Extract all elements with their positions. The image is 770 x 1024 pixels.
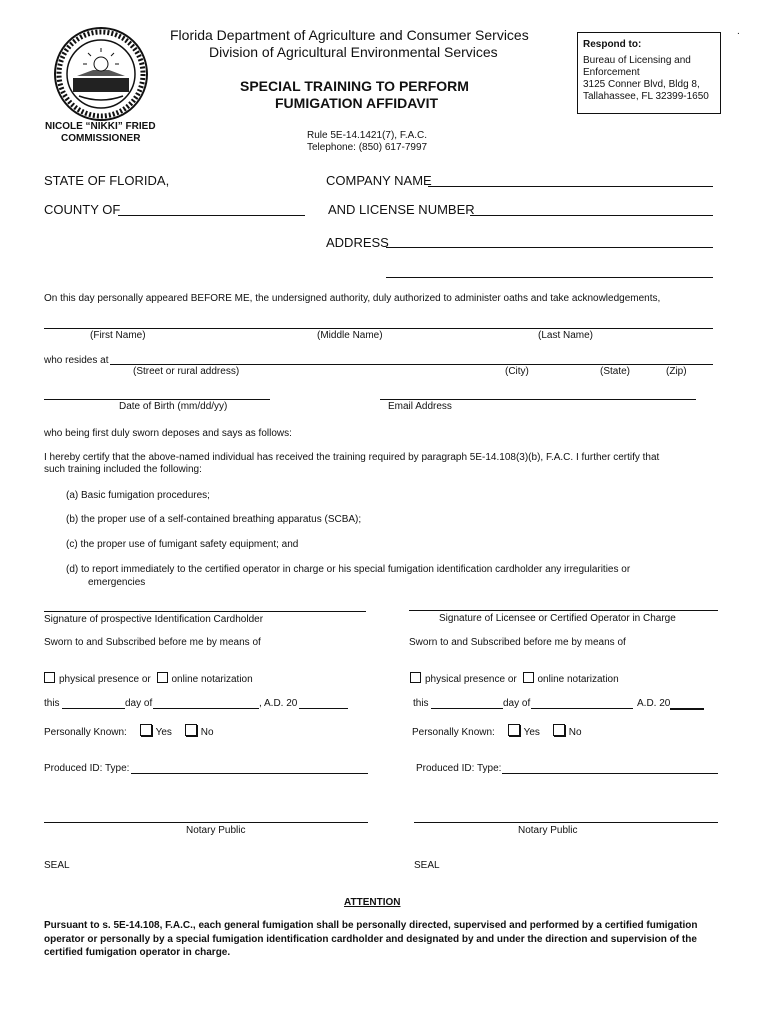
dob-caption: Date of Birth (mm/dd/yy) [119,401,228,412]
left-this-field[interactable] [62,708,125,709]
left-day-of-label: day of [125,698,153,709]
middle-name-caption: (Middle Name) [317,330,383,341]
right-yes-label: Yes [523,727,540,738]
company-name-field[interactable] [428,186,713,187]
right-notary-caption: Notary Public [518,825,578,836]
right-this-label: this [413,698,429,709]
left-online-label: online notarization [171,674,253,685]
left-no-label: No [200,727,214,738]
right-signature-caption: Signature of Licensee or Certified Operator in Charge [439,613,676,624]
email-field[interactable] [380,399,696,400]
left-seal: SEAL [44,860,70,871]
form-title-line1: SPECIAL TRAINING TO PERFORM [240,78,469,94]
left-known-label: Personally Known: [44,727,127,738]
left-day-of-field[interactable] [153,708,259,709]
right-year-field[interactable] [670,708,704,710]
left-produced-id-label: Produced ID: Type: [44,763,130,774]
commissioner-title: COMMISSIONER [61,133,141,144]
city-caption: (City) [505,366,529,377]
item-b: (b) the proper use of a self-contained breathing apparatus (SCBA); [66,514,362,525]
attention-heading: ATTENTION [344,897,401,908]
right-yes-checkbox[interactable] [508,724,520,736]
left-no-checkbox[interactable] [185,724,197,736]
right-no-label: No [568,727,582,738]
address-label: ADDRESS [326,235,389,250]
dob-field[interactable] [44,399,270,400]
right-notarization-options [410,672,619,685]
right-sworn-means: Sworn to and Subscribed before me by means of [409,637,626,648]
email-caption: Email Address [388,401,452,412]
left-produced-id-field[interactable] [131,773,368,774]
right-ad-label: A.D. 20 [637,698,671,709]
right-produced-id-field[interactable] [502,773,718,774]
respond-line3: 3125 Conner Blvd, Bldg 8, [583,79,700,90]
residence-field[interactable] [110,364,713,365]
commissioner-name: NICOLE “NIKKI” FRIED [45,121,156,132]
street-caption: (Street or rural address) [133,366,240,377]
right-physical-checkbox[interactable] [410,672,421,683]
right-no-checkbox[interactable] [553,724,565,736]
respond-to-box [577,32,721,114]
item-c: (c) the proper use of fumigant safety equipment; and [66,539,299,550]
right-personally-known [412,724,582,738]
respond-line4: Tallahassee, FL 32399-1650 [583,91,709,102]
right-this-field[interactable] [431,708,503,709]
sworn-text: who being first duly sworn deposes and says as follows: [44,428,292,439]
certify-line1: I hereby certify that the above-named individual has received the training required by paragraph 5E-14.108(3)(b), F.A.C. I further certify that [44,452,660,463]
attention-line1: Pursuant to s. 5E-14.108, F.A.C., each general fumigation shall be personally directed, supervised and performed by a certified fumigation [44,920,698,931]
right-known-label: Personally Known: [412,727,495,738]
zip-caption: (Zip) [666,366,687,377]
address-field-2[interactable] [386,277,713,278]
last-name-caption: (Last Name) [538,330,594,341]
department-seal [53,26,149,122]
respond-line2: Enforcement [583,67,640,78]
right-online-checkbox[interactable] [523,672,534,683]
item-d-line2: emergencies [88,577,146,588]
left-online-checkbox[interactable] [157,672,168,683]
telephone: Telephone: (850) 617-7997 [307,142,428,153]
first-name-caption: (First Name) [90,330,146,341]
left-signature-line[interactable] [44,611,366,612]
name-field[interactable] [44,328,713,329]
item-a: (a) Basic fumigation procedures; [66,490,210,501]
left-physical-checkbox[interactable] [44,672,55,683]
county-label: COUNTY OF [44,202,121,217]
left-notarization-options [44,672,253,685]
right-day-of-field[interactable] [531,708,633,709]
right-online-label: online notarization [537,674,619,685]
left-notary-line[interactable] [44,822,368,823]
right-produced-id-label: Produced ID: Type: [416,763,502,774]
attention-line3: certified fumigation operator in charge. [44,947,231,958]
address-field-1[interactable] [386,247,713,248]
left-year-field[interactable] [299,708,348,709]
item-d-line1: (d) to report immediately to the certified operator in charge or his special fumigation identification cardholder any irregularities or [66,564,631,575]
right-signature-line[interactable] [409,610,718,611]
left-yes-checkbox[interactable] [140,724,152,736]
left-personally-known [44,724,214,738]
certify-line2: such training included the following: [44,464,202,475]
license-number-label: AND LICENSE NUMBER [328,202,475,217]
left-notary-caption: Notary Public [186,825,246,836]
division-name: Division of Agricultural Environmental Services [209,44,498,60]
right-day-of-label: day of [503,698,531,709]
rule-reference: Rule 5E-14.1421(7), F.A.C. [307,130,428,141]
attention-line2: operator or personally by a special fumigation identification cardholder and designated by and under the direction and supervision of the [44,934,697,945]
state-label: STATE OF FLORIDA, [44,173,170,188]
respond-label: Respond to: [583,39,642,50]
department-name: Florida Department of Agriculture and Consumer Services [170,27,529,43]
left-physical-label: physical presence or [59,674,151,685]
left-ad-label: , A.D. 20 [259,698,298,709]
company-name-label: COMPANY NAME [326,173,432,188]
license-number-field[interactable] [470,215,713,216]
right-notary-line[interactable] [414,822,718,823]
county-field[interactable] [118,215,305,216]
right-seal: SEAL [414,860,440,871]
left-sworn-means: Sworn to and Subscribed before me by means of [44,637,261,648]
left-yes-label: Yes [155,727,172,738]
right-physical-label: physical presence or [425,674,517,685]
left-signature-caption: Signature of prospective Identification Cardholder [44,614,264,625]
state-caption: (State) [600,366,631,377]
form-title-line2: FUMIGATION AFFIDAVIT [275,95,439,111]
respond-line1: Bureau of Licensing and [583,55,691,66]
left-this-label: this [44,698,60,709]
resides-at-label: who resides at [44,355,109,366]
appeared-text: On this day personally appeared BEFORE ME, the undersigned authority, duly authorized to administer oaths and take acknowledgements, [44,293,661,304]
corner-mark: . [737,26,740,37]
